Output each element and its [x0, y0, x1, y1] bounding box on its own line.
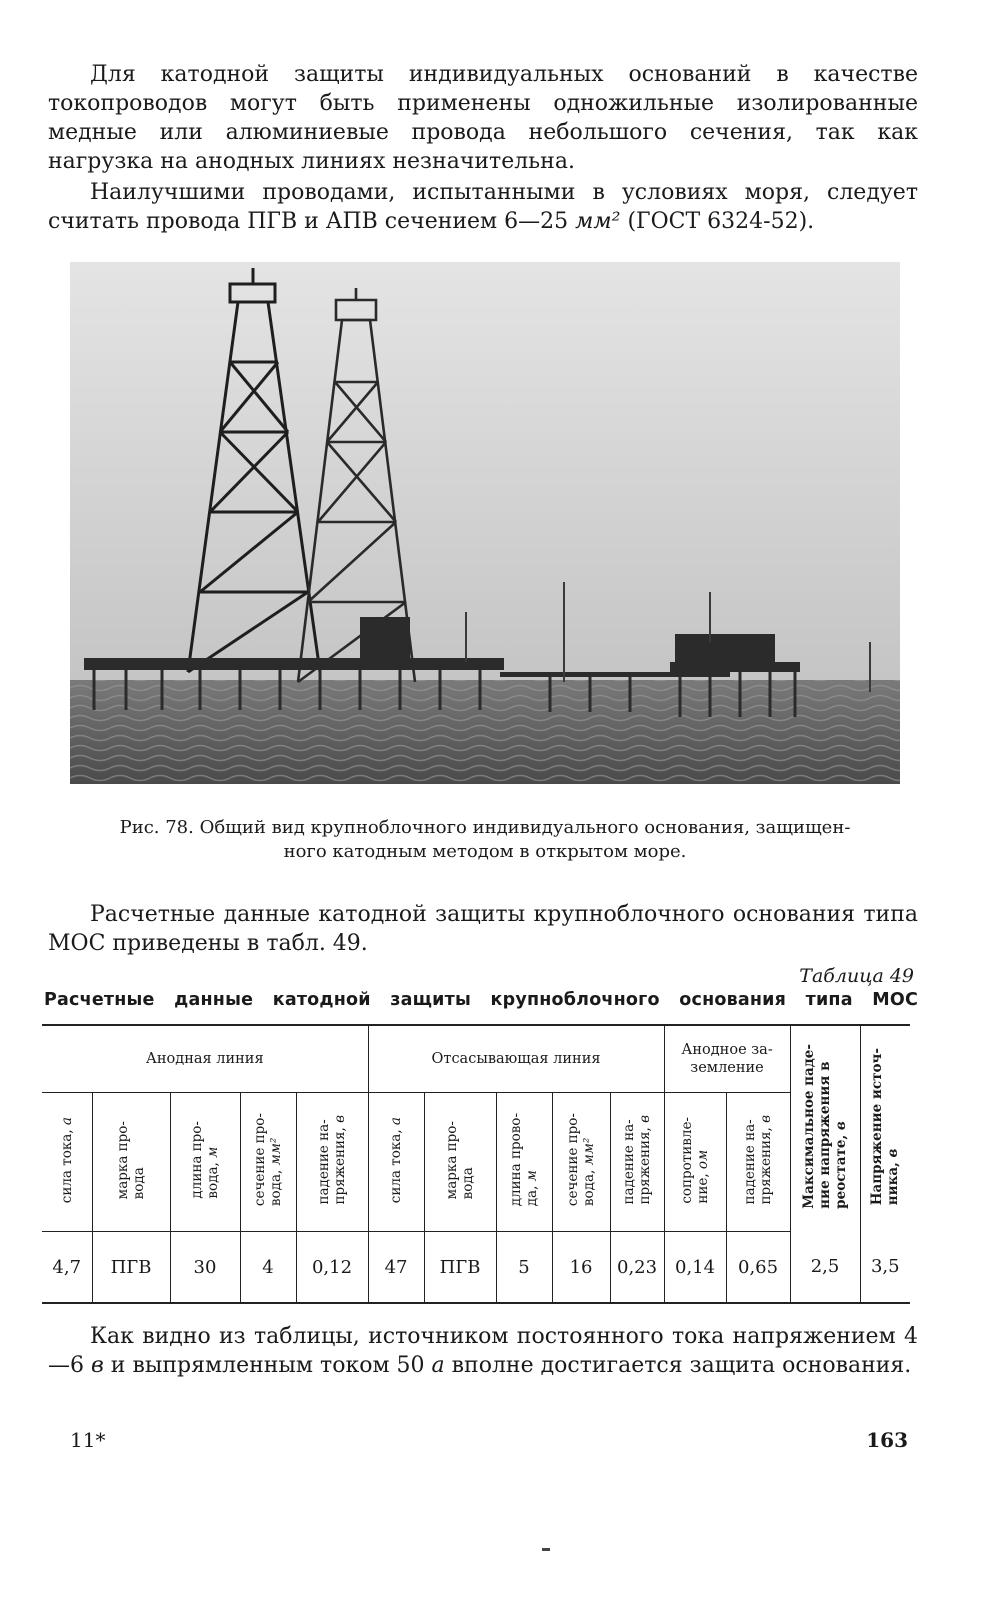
- table-cell: 30: [170, 1232, 240, 1304]
- page-number: 163: [866, 1428, 908, 1452]
- table-cell: 47: [368, 1232, 424, 1304]
- header-anode-wire-section: сечение про- вода, мм²: [240, 1093, 296, 1232]
- header-anode-wire-brand: марка про- вода: [92, 1093, 170, 1232]
- header-drain-voltage-drop: падение на- пряжения, в: [610, 1093, 664, 1232]
- table-cell: ПГВ: [424, 1232, 496, 1304]
- header-anode-wire-length: длина про- вода, м: [170, 1093, 240, 1232]
- table-label: Таблица 49: [799, 965, 914, 987]
- table-cell: 4: [240, 1232, 296, 1304]
- header-drain-wire-length: длина прово- да, м: [496, 1093, 552, 1232]
- header-anode-voltage-drop: падение на- пряжения, в: [296, 1093, 368, 1232]
- paragraph-1: Для катодной защиты индивидуальных оснований в качестве токопроводов могут быть применены одножильные изолированные медные или алюминиевые провода небольшого сечения, так как нагрузка на анодных линиях незначительна.: [48, 62, 918, 174]
- table-cell: 2,5: [790, 1232, 860, 1304]
- paragraph-4-unit-a: а: [431, 1353, 445, 1378]
- header-drain-wire-section: сечение про- вода, мм²: [552, 1093, 610, 1232]
- group-anode-line: Анодная линия: [42, 1025, 368, 1093]
- table-cell: 5: [496, 1232, 552, 1304]
- table-cell: 0,65: [726, 1232, 790, 1304]
- table-cell: 4,7: [42, 1232, 92, 1304]
- group-drain-line: Отсасывающая линия: [368, 1025, 664, 1093]
- table-cell: 0,14: [664, 1232, 726, 1304]
- paragraph-3: Расчетные данные катодной защиты крупноблочного основания типа МОС приведены в табл. 49.: [48, 902, 918, 956]
- photo-illustration: [70, 262, 900, 784]
- header-max-voltage-drop: Максимальное паде- ние напряжения в реостате, в: [790, 1025, 860, 1232]
- header-ground-voltage-drop: падение на- пряжения, в: [726, 1093, 790, 1232]
- paragraph-2-unit: мм²: [575, 209, 621, 234]
- paragraph-4-unit-v: в: [91, 1353, 104, 1378]
- table-cell: 16: [552, 1232, 610, 1304]
- header-anode-current: сила тока, а: [42, 1093, 92, 1232]
- table-cell: 3,5: [860, 1232, 910, 1304]
- paragraph-4: [48, 1322, 918, 1380]
- page-signature: 11*: [70, 1428, 106, 1452]
- calculation-table: [42, 1024, 910, 1304]
- figure-caption-line-1: Рис. 78. Общий вид крупноблочного индивидуального основания, защищен-: [119, 817, 851, 838]
- paragraph-2: [48, 178, 918, 236]
- paragraph-4-text-a: Как видно из таблицы, источником постоянного тока напряжением 4—6: [48, 1324, 918, 1378]
- header-drain-current: сила тока, а: [368, 1093, 424, 1232]
- header-source-voltage: Напряжение источ- ника, в: [860, 1025, 910, 1232]
- figure-caption-line-2: ного катодным методом в открытом море.: [283, 841, 687, 862]
- table-cell: ПГВ: [92, 1232, 170, 1304]
- paragraph-4-text-b: и выпрямленным током 50: [103, 1353, 432, 1378]
- figure-caption: [70, 816, 900, 864]
- group-anode-ground: Анодное за- земление: [664, 1025, 790, 1093]
- paragraph-2-gost: (ГОСТ 6324-52).: [620, 209, 815, 234]
- paragraph-2-text: Наилучшими проводами, испытанными в условиях моря, следует считать провода ПГВ и АПВ сечением 6—25: [48, 180, 918, 234]
- header-ground-resistance: сопротивле- ние, ом: [664, 1093, 726, 1232]
- paragraph-4-text-c: вполне достигается защита основания.: [444, 1353, 912, 1378]
- table-row: [42, 1232, 910, 1304]
- table-cell: 0,12: [296, 1232, 368, 1304]
- offshore-platform-photo: [70, 262, 900, 784]
- header-drain-wire-brand: марка про- вода: [424, 1093, 496, 1232]
- table-title: Расчетные данные катодной защиты крупноблочного основания типа МОС: [44, 990, 918, 1010]
- print-speck: [542, 1548, 550, 1551]
- table-cell: 0,23: [610, 1232, 664, 1304]
